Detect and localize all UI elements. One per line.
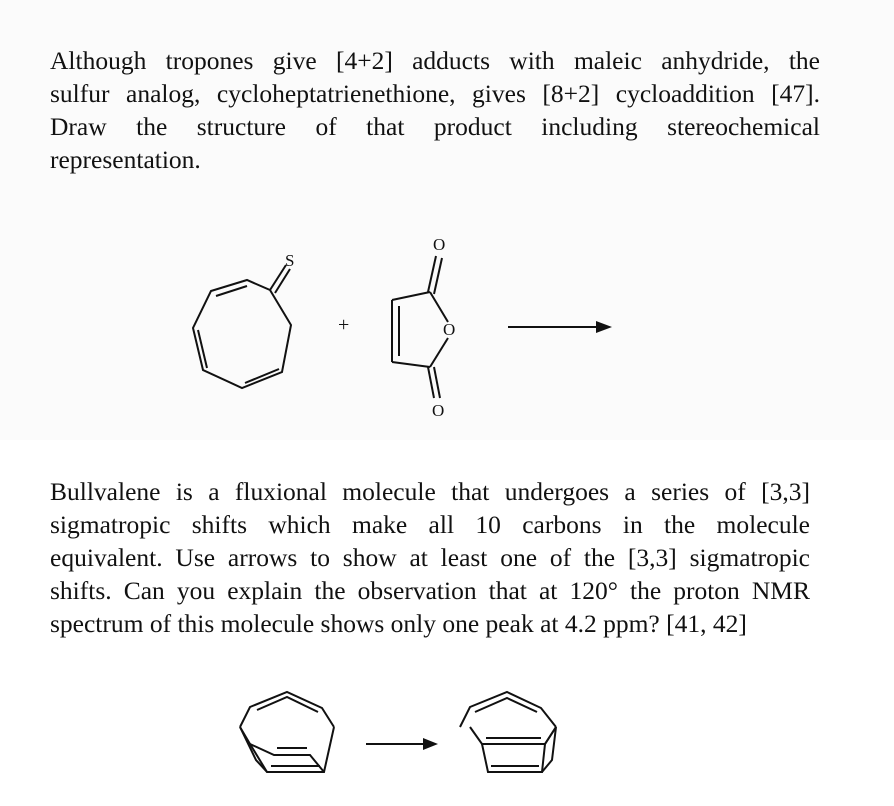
question-2-line: spectrum of this molecule shows only one peak at 4.2 ppm? [41, 42] (50, 609, 747, 638)
carbonyl-oxygen-bottom: O (432, 401, 445, 420)
plus-sign: + (338, 314, 350, 336)
question-1-line: Draw the structure of that product including stereochemical (50, 112, 820, 141)
carbonyl-oxygen-top: O (433, 235, 446, 254)
question-1-line: representation. (50, 145, 201, 174)
question-2-line: sigmatropic shifts which make all 10 carbons in the molecule (50, 510, 810, 539)
question-2-line: shifts. Can you explain the observation that at 120° the proton NMR (50, 576, 810, 605)
ring-oxygen: O (443, 320, 456, 339)
bullvalene-structure-left (240, 692, 334, 772)
sulfur-label: S (285, 251, 295, 270)
bullvalene-structure-right (460, 692, 556, 772)
question-2-line: Bullvalene is a fluxional molecule that undergoes a series of [3,3] (50, 477, 810, 506)
question-1-line: Although tropones give [4+2] adducts with maleic anhydride, the (50, 46, 820, 75)
reaction-arrow-2 (366, 738, 438, 750)
question-2-line: equivalent. Use arrows to show at least one of the [3,3] sigmatropic (50, 543, 810, 572)
question-1-line: sulfur analog, cycloheptatrienethione, gives [8+2] cycloaddition [47]. (50, 79, 820, 108)
